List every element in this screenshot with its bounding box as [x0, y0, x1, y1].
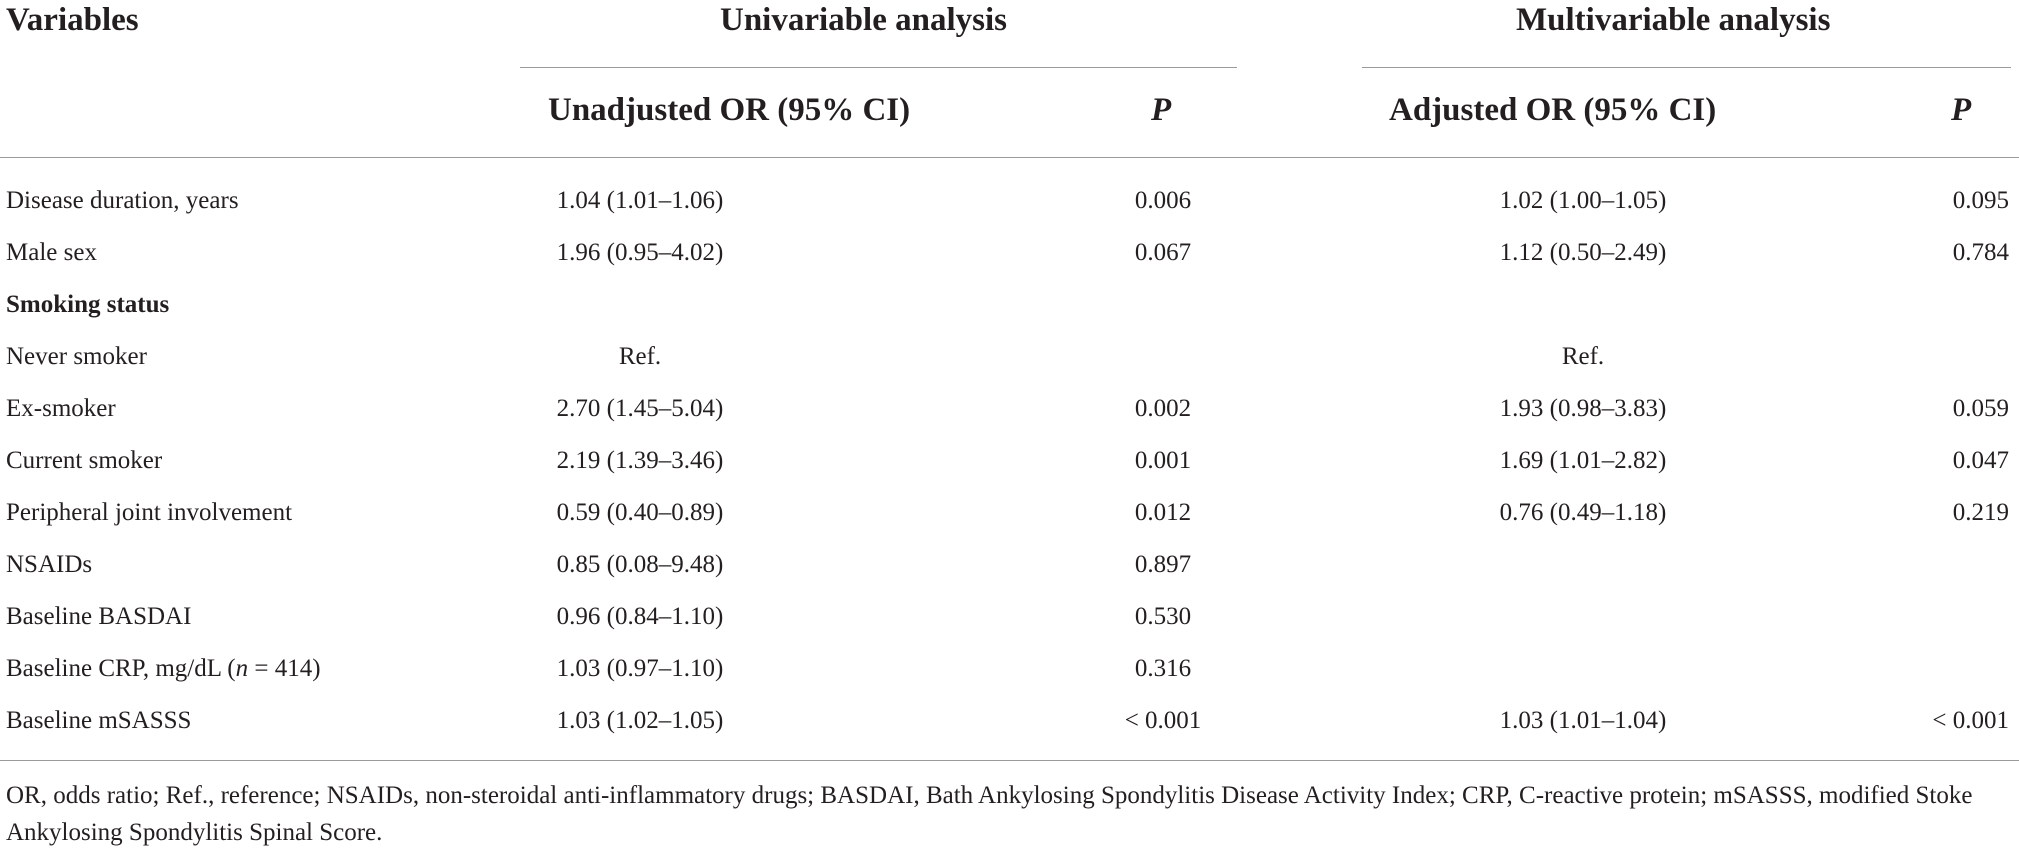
header-bottom-rule: [0, 157, 2019, 158]
header-multivariable: Multivariable analysis: [1516, 2, 1831, 38]
header-univariable-text: Univariable analysis: [720, 2, 1007, 38]
cell-variable-section: Smoking status: [6, 291, 170, 318]
header-univariable: [720, 2, 1007, 39]
cell-unadjusted-or: 1.03 (0.97–1.10): [556, 655, 724, 682]
cell-unadjusted-p: 0.530: [1134, 603, 1192, 630]
cell-unadjusted-p: 0.006: [1134, 187, 1192, 214]
cell-variable: Peripheral joint involvement: [6, 499, 293, 526]
cell-adjusted-p: 0.059: [1952, 395, 2009, 422]
cell-unadjusted-or: 1.03 (1.02–1.05): [556, 707, 724, 734]
cell-adjusted-p: 0.047: [1952, 447, 2009, 474]
cell-unadjusted-p: 0.316: [1134, 655, 1192, 682]
multivariable-rule: [1362, 67, 2011, 68]
cell-variable: Baseline mSASSS: [6, 707, 192, 734]
cell-adjusted-or: 0.76 (0.49–1.18): [1499, 499, 1667, 526]
cell-unadjusted-p: 0.012: [1134, 499, 1192, 526]
cell-variable: Male sex: [6, 239, 97, 266]
cell-variable: [6, 654, 321, 684]
table-footnote: OR, odds ratio; Ref., reference; NSAIDs, non-steroidal anti-inflammatory drugs; BASDAI, Bath Ankylosing Spondylitis Disease Activity Index; CRP, C-reactive protein; mSASSS, modified Stoke Ankylosing Spondylitis Spinal Score.: [6, 782, 1973, 846]
cell-adjusted-or: 1.02 (1.00–1.05): [1499, 187, 1667, 214]
cell-unadjusted-p: 0.001: [1134, 447, 1192, 474]
cell-variable: Current smoker: [6, 447, 163, 474]
cell-variable: Disease duration, years: [6, 187, 239, 214]
cell-adjusted-or: 1.69 (1.01–2.82): [1499, 447, 1667, 474]
cell-unadjusted-or: 0.85 (0.08–9.48): [556, 551, 724, 578]
cell-unadjusted-or: 2.19 (1.39–3.46): [556, 447, 724, 474]
cell-adjusted-p: < 0.001: [1932, 707, 2009, 734]
crp-label-suffix: = 414): [248, 655, 321, 682]
header-p-univariable-text: P: [1151, 92, 1172, 128]
header-variables: Variables: [6, 2, 139, 38]
cell-variable: Baseline BASDAI: [6, 603, 192, 630]
cell-unadjusted-p: 0.067: [1134, 239, 1192, 266]
cell-adjusted-or: 1.12 (0.50–2.49): [1499, 239, 1667, 266]
header-p-multivariable: [1951, 92, 1971, 129]
cell-adjusted-p: 0.219: [1952, 499, 2009, 526]
crp-label-prefix: Baseline CRP, mg/dL (: [6, 655, 236, 682]
cell-variable: Ex-smoker: [6, 395, 116, 422]
cell-unadjusted-or: 1.96 (0.95–4.02): [556, 239, 724, 266]
univariable-rule: [520, 67, 1237, 68]
cell-adjusted-or: 1.93 (0.98–3.83): [1499, 395, 1667, 422]
cell-unadjusted-or: 0.96 (0.84–1.10): [556, 603, 724, 630]
header-adjusted-or: Adjusted OR (95% CI): [1389, 92, 1717, 128]
cell-unadjusted-or: 2.70 (1.45–5.04): [556, 395, 724, 422]
cell-adjusted-p: 0.095: [1952, 187, 2009, 214]
cell-adjusted-or: 1.03 (1.01–1.04): [1499, 707, 1667, 734]
cell-unadjusted-p: 0.897: [1134, 551, 1192, 578]
cell-adjusted-p: 0.784: [1952, 239, 2009, 266]
cell-unadjusted-p: 0.002: [1134, 395, 1192, 422]
header-p-multivariable-text: P: [1951, 92, 1972, 128]
cell-variable: Never smoker: [6, 343, 147, 370]
cell-adjusted-or: Ref.: [1561, 343, 1605, 370]
header-unadjusted-or: Unadjusted OR (95% CI): [548, 92, 911, 128]
cell-unadjusted-or: 1.04 (1.01–1.06): [556, 187, 724, 214]
cell-variable: NSAIDs: [6, 551, 93, 578]
header-p-univariable: [1151, 92, 1171, 129]
cell-unadjusted-or: 0.59 (0.40–0.89): [556, 499, 724, 526]
crp-label-n: n: [235, 655, 249, 682]
cell-unadjusted-p: < 0.001: [1124, 707, 1202, 734]
cell-unadjusted-or: Ref.: [618, 343, 662, 370]
table-bottom-rule: [0, 760, 2019, 761]
